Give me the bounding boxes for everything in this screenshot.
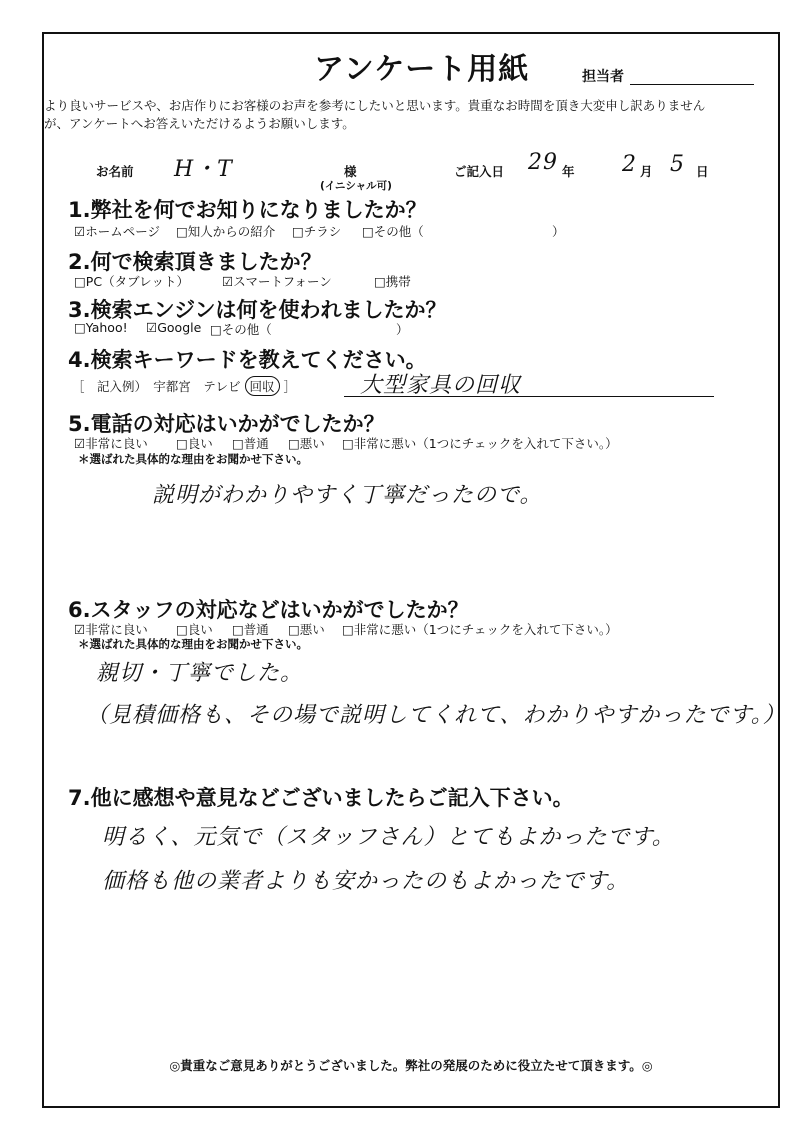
q4-answer: 大型家具の回収	[360, 373, 522, 398]
staff-signature-line	[630, 84, 754, 85]
q6-option-normal[interactable]: □普通	[232, 622, 269, 637]
staff-label: 担当者	[582, 69, 624, 85]
q5-reason-note: ＊選ばれた具体的な理由をお聞かせ下さい。	[78, 452, 308, 466]
intro-line-2: が、アンケートへお答えいただけるようお願いします。	[44, 116, 355, 131]
q5-option-very-good[interactable]: ☑非常に良い	[74, 436, 148, 451]
footer-thanks: ◎貴重なご意見ありがとうございました。弊社の発展のために役立たせて頂きます。◎	[169, 1058, 653, 1073]
q4-example-close: ］	[283, 379, 297, 394]
q4-example-circled-word: 回収	[245, 376, 280, 396]
q6-option-very-good[interactable]: ☑非常に良い	[74, 622, 148, 637]
q3-question: 3.検索エンジンは何を使われましたか？	[68, 298, 447, 322]
q3-option-other[interactable]: □その他（	[210, 322, 272, 337]
initial-note: (イニシャル可)	[320, 180, 392, 192]
q5-answer: 説明がわかりやすく丁寧だったので。	[152, 483, 543, 508]
q7-answer-line-1: 明るく、元気で（スタッフさん）とてもよかったです。	[102, 825, 675, 850]
q5-option-normal[interactable]: □普通	[232, 436, 269, 451]
q5-option-good[interactable]: □良い	[176, 436, 213, 451]
date-year: 29	[528, 150, 558, 175]
q5-option-bad[interactable]: □悪い	[288, 436, 325, 451]
q5-question: 5.電話の対応はいかがでしたか？	[68, 412, 385, 436]
q3-option-yahoo[interactable]: □Yahoo!	[74, 320, 128, 335]
q6-question: 6.スタッフの対応などはいかがでしたか？	[68, 598, 469, 622]
q5-option-very-bad[interactable]: □非常に悪い（1つにチェックを入れて下さい。）	[342, 436, 618, 451]
q1-question: 1.弊社を何でお知りになりましたか？	[68, 198, 427, 222]
q1-option-other[interactable]: □その他（	[362, 224, 424, 239]
intro-line-1: より良いサービスや、お店作りにお客様のお声を参考にしたいと思います。貴重なお時間を頂き大変申し訳ありません	[44, 98, 706, 113]
q4-question: 4.検索キーワードを教えてください。	[68, 348, 427, 372]
survey-sheet	[42, 32, 786, 1108]
q6-option-good[interactable]: □良い	[176, 622, 213, 637]
q6-option-bad[interactable]: □悪い	[288, 622, 325, 637]
q2-option-pc[interactable]: □PC（タブレット）	[74, 274, 189, 289]
year-unit: 年	[562, 164, 575, 179]
q7-answer-line-2: 価格も他の業者よりも安かったのもよかったです。	[102, 869, 630, 894]
q3-option-other-close: ）	[396, 322, 409, 337]
q6-answer-line-2: （見積価格も、その場で説明してくれて、わかりやすかったです。）	[86, 703, 786, 728]
q2-option-smartphone[interactable]: ☑スマートフォーン	[222, 274, 332, 289]
q6-answer-line-1: 親切・丁寧でした。	[96, 661, 304, 686]
q1-option-referral[interactable]: □知人からの紹介	[176, 224, 276, 239]
day-unit: 日	[696, 164, 709, 179]
q1-option-homepage[interactable]: ☑ホームページ	[74, 224, 160, 239]
honorific: 様	[344, 164, 357, 179]
q6-reason-note: ＊選ばれた具体的な理由をお聞かせ下さい。	[78, 637, 308, 651]
q4-example-label: ［ 記入例） 宇都宮 テレビ	[72, 379, 241, 394]
q3-option-google[interactable]: ☑Google	[146, 320, 202, 335]
name-value: H・T	[174, 157, 233, 182]
q7-question: 7.他に感想や意見などございましたらご記入下さい。	[68, 786, 574, 810]
date-month: 2	[622, 152, 637, 177]
name-label: お名前	[96, 164, 134, 179]
q1-option-other-close: ）	[552, 224, 565, 239]
q2-question: 2.何で検索頂きましたか？	[68, 250, 322, 274]
q4-example	[72, 376, 296, 396]
form-title: アンケート用紙	[314, 52, 530, 87]
date-day: 5	[670, 152, 685, 177]
month-unit: 月	[640, 164, 653, 179]
q4-answer-line	[344, 396, 714, 397]
q1-option-flyer[interactable]: □チラシ	[292, 224, 342, 239]
q2-option-mobile[interactable]: □携帯	[374, 274, 411, 289]
date-label: ご記入日	[454, 164, 505, 179]
q6-option-very-bad[interactable]: □非常に悪い（1つにチェックを入れて下さい。）	[342, 622, 618, 637]
